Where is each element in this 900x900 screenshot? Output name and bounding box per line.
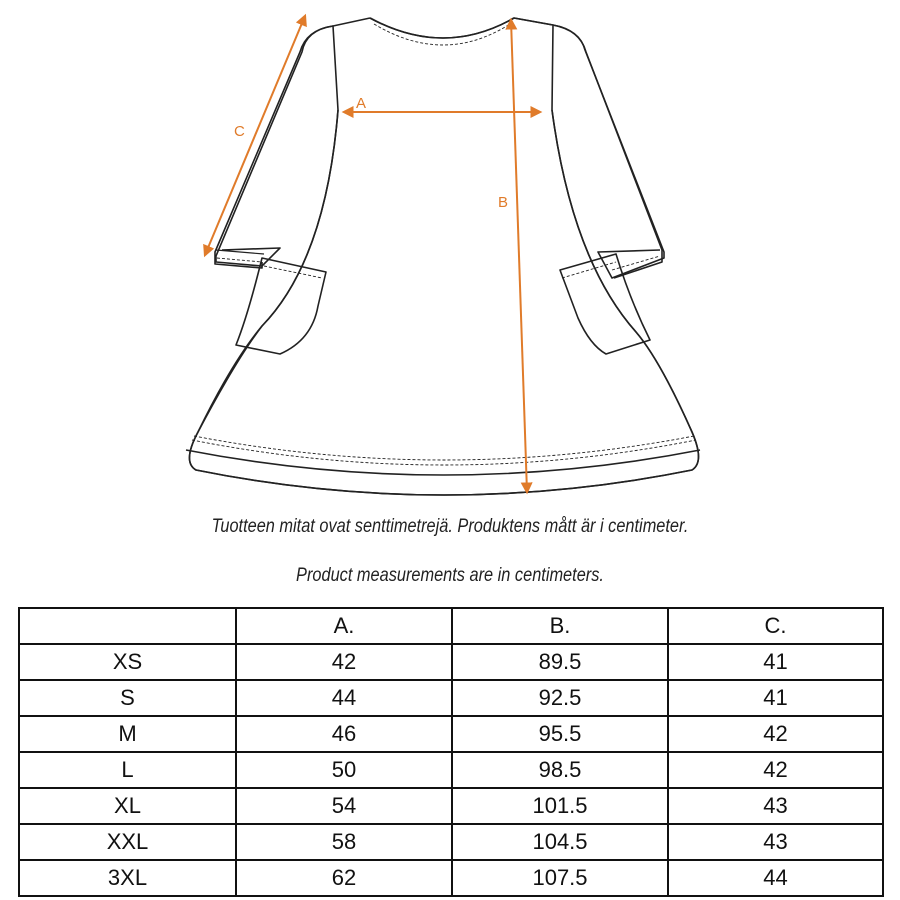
left-pocket-stitch (264, 266, 322, 278)
measure-lines (205, 16, 540, 492)
hem-stitch (192, 440, 696, 465)
c-cell: 44 (668, 860, 883, 896)
table-row (19, 644, 883, 680)
hem-stitch-2 (194, 436, 694, 460)
a-cell: 44 (236, 680, 452, 716)
c-cell: 42 (668, 716, 883, 752)
left-cuff-stitch (217, 258, 262, 262)
table-header-row (19, 608, 883, 644)
c-cell: 41 (668, 644, 883, 680)
b-cell: 92.5 (452, 680, 668, 716)
right-sleeve (553, 25, 662, 278)
table-row (19, 788, 883, 824)
size-cell: XL (19, 788, 236, 824)
a-cell: 46 (236, 716, 452, 752)
c-cell: 43 (668, 824, 883, 860)
size-cell: L (19, 752, 236, 788)
table-row (19, 824, 883, 860)
table-row (19, 716, 883, 752)
neckline-stitch (374, 24, 510, 45)
a-cell: 54 (236, 788, 452, 824)
a-cell: 50 (236, 752, 452, 788)
table-row (19, 860, 883, 896)
size-table (18, 607, 884, 897)
size-cell: XS (19, 644, 236, 680)
b-cell: 101.5 (452, 788, 668, 824)
header-b: B. (452, 608, 668, 644)
caption-line-1: Tuotteen mitat ovat senttimetrejä. Produktens mått är i centimeter. (211, 516, 689, 537)
table-row (19, 752, 883, 788)
c-cell: 42 (668, 752, 883, 788)
c-cell: 41 (668, 680, 883, 716)
header-size (19, 608, 236, 644)
b-cell: 107.5 (452, 860, 668, 896)
dress-silhouette (189, 18, 698, 495)
measure-c-label: C (234, 123, 245, 140)
b-cell: 89.5 (452, 644, 668, 680)
table-row (19, 680, 883, 716)
caption-line-2: Product measurements are in centimeters. (296, 565, 604, 586)
dress-outline (186, 18, 700, 495)
size-cell: XXL (19, 824, 236, 860)
left-cuff-line (216, 250, 264, 254)
b-cell: 95.5 (452, 716, 668, 752)
c-cell: 43 (668, 788, 883, 824)
dress-body (189, 18, 698, 495)
measure-b-label: B (498, 194, 509, 211)
b-cell: 104.5 (452, 824, 668, 860)
a-cell: 42 (236, 644, 452, 680)
b-cell: 98.5 (452, 752, 668, 788)
header-c: C. (668, 608, 883, 644)
a-cell: 62 (236, 860, 452, 896)
measure-a-label: A (356, 95, 367, 112)
neckline (370, 18, 514, 38)
size-cell: S (19, 680, 236, 716)
header-a: A. (236, 608, 452, 644)
size-cell: M (19, 716, 236, 752)
measure-b-line (511, 20, 527, 492)
left-pocket (236, 258, 326, 354)
measure-c-line (205, 16, 305, 255)
hem (186, 450, 700, 475)
a-cell: 58 (236, 824, 452, 860)
size-cell: 3XL (19, 860, 236, 896)
